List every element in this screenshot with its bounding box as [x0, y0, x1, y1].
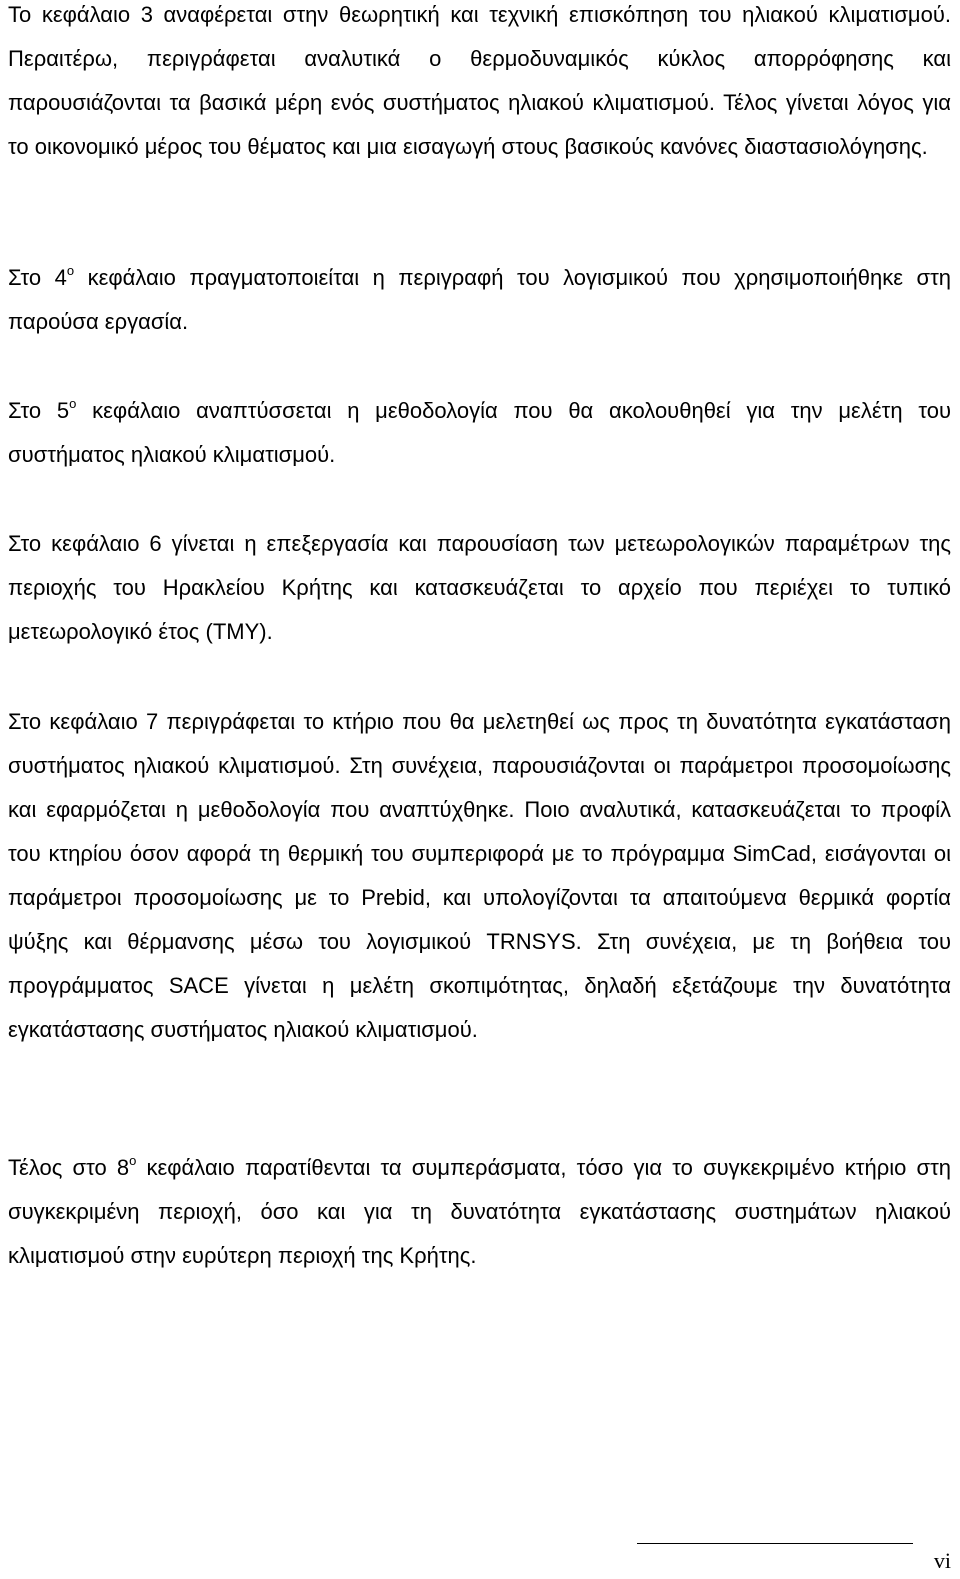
paragraph-chapter-6: Στο κεφάλαιο 6 γίνεται η επεξεργασία και παρουσίαση των μετεωρολογικών παραμέτρων της περιοχής του Ηρακλείου Κρήτης και κατασκευάζεται το αρχείο που περιέχει το τυπικό μετεωρολογικό έτος (TMY).	[8, 531, 951, 644]
chapter-4-prefix: Στο 4	[8, 265, 67, 290]
paragraph-chapter-5	[8, 389, 951, 477]
paragraph-chapter-7: Στο κεφάλαιο 7 περιγράφεται το κτήριο που θα μελετηθεί ως προς τη δυνατότητα εγκατάσταση συστήματος ηλιακού κλιματισμού. Στη συνέχεια, παρουσιάζονται οι παράμετροι προσομοίωσης και εφαρμόζεται η μεθοδολογία που αναπτύχθηκε. Ποιο αναλυτικά, κατασκευάζεται το προφίλ του κτηρίου όσον αφορά τη θερμική του συμπεριφορά με το πρόγραμμα SimCad, εισάγονται οι παράμετροι προσομοίωσης με το Prebid, και υπολογίζονται τα απαιτούμενα θερμικά φορτία ψύξης και θέρμανσης μέσω του λογισμικού TRNSYS. Στη συνέχεια, με τη βοήθεια του προγράμματος SACE γίνεται η μελέτη σκοπιμότητας, δηλαδή εξετάζουμε την δυνατότητα εγκατάστασης συστήματος ηλιακού κλιματισμού.	[8, 709, 951, 1042]
page-number: vi	[933, 1548, 951, 1573]
chapter-4-text: κεφάλαιο πραγματοποιείται η περιγραφή του λογισμικού που χρησιμοποιήθηκε στη παρούσα εργασία.	[8, 265, 952, 334]
paragraph-chapter-8	[8, 1146, 951, 1278]
paragraph-chapter-3: Το κεφάλαιο 3 αναφέρεται στην θεωρητική και τεχνική επισκόπηση του ηλιακού κλιματισμού. Περαιτέρω, περιγράφεται αναλυτικά ο θερμοδυναμικός κύκλος απορρόφησης και παρουσιάζονται τα βασικά μέρη ενός συστήματος ηλιακού κλιματισμού. Τέλος γίνεται λόγος για το οικονομικό μέρος του θέματος και μια εισαγωγή στους βασικούς κανόνες διαστασιολόγησης.	[8, 2, 951, 159]
chapter-8-text: κεφάλαιο παρατίθενται τα συμπεράσματα, τόσο για το συγκεκριμένο κτήριο στη συγκεκριμένη περιοχή, όσο και για τη δυνατότητα εγκατάστασης συστημάτων ηλιακού κλιματισμού στην ευρύτερη περιοχή της Κρήτης.	[8, 1155, 951, 1268]
ordinal-superscript: ο	[69, 395, 77, 411]
ordinal-superscript: ο	[66, 262, 75, 278]
chapter-8-prefix: Τέλος στο 8	[8, 1155, 130, 1180]
footer-rule	[637, 1543, 913, 1544]
chapter-5-prefix: Στο 5	[8, 398, 70, 423]
paragraph-chapter-4	[8, 256, 951, 344]
chapter-5-text: κεφάλαιο αναπτύσσεται η μεθοδολογία που θα ακολουθηθεί για την μελέτη του συστήματος ηλιακού κλιματισμού.	[8, 398, 951, 467]
ordinal-superscript: ο	[129, 1152, 137, 1168]
